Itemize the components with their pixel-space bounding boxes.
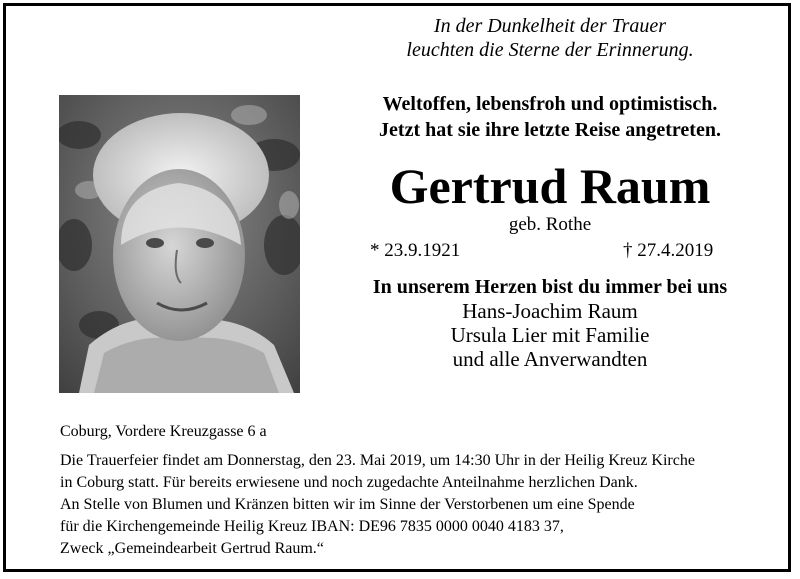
motto	[340, 14, 760, 62]
address: Coburg, Vordere Kreuzgasse 6 a	[60, 423, 267, 440]
notice-line-5: Zweck „Gemeindearbeit Gertrud Raum.“	[60, 540, 324, 557]
deceased-name: Gertrud Raum	[389, 158, 711, 214]
birth-date: * 23.9.1921	[370, 240, 461, 261]
notice-line-1: Die Trauerfeier findet am Donnerstag, den 23. Mai 2019, um 14:30 Uhr in der Heilig Kreuz Kirche	[60, 452, 695, 469]
notice-line-3: An Stelle von Blumen und Kränzen bitten wir im Sinne der Verstorbenen um eine Spende	[60, 496, 635, 513]
motto-line-2: leuchten die Sterne der Erinnerung.	[406, 39, 694, 61]
mourner-3: und alle Anverwandten	[452, 347, 648, 371]
tagline-line-2: Jetzt hat sie ihre letzte Reise angetreten.	[379, 119, 721, 141]
tagline-line-1: Weltoffen, lebensfroh und optimistisch.	[382, 93, 718, 115]
motto-line-1: In der Dunkelheit der Trauer	[433, 15, 667, 37]
tagline	[320, 91, 780, 143]
notice-line-4: für die Kirchengemeinde Heilig Kreuz IBAN: DE96 7835 0000 0040 4183 37,	[60, 518, 564, 535]
birth-name: geb. Rothe	[508, 214, 592, 235]
portrait-photo	[59, 95, 300, 393]
mourner-2: Ursula Lier mit Familie	[450, 323, 650, 347]
notice-line-2: in Coburg statt. Für bereits erwiesene und noch zugedachte Anteilnahme herzlichen Dank.	[60, 474, 638, 491]
death-date: † 27.4.2019	[623, 240, 714, 261]
heart-line: In unserem Herzen bist du immer bei uns	[372, 276, 728, 298]
mourner-1: Hans-Joachim Raum	[462, 299, 638, 323]
mourners-list	[320, 299, 780, 371]
funeral-notice	[60, 450, 695, 560]
